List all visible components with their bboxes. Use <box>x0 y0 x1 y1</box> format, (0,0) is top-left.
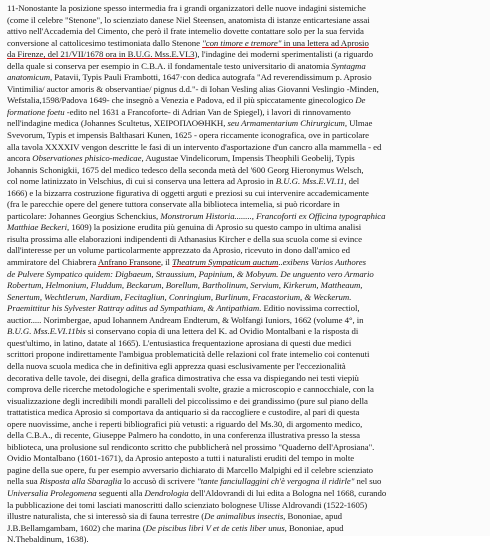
text-line <box>7 165 482 177</box>
text-segment: , Bononiae, apud <box>283 511 343 522</box>
text-segment: Francoforti ex Officina typographica <box>256 210 386 221</box>
text-line <box>7 61 482 73</box>
text-line <box>7 476 482 488</box>
text-segment: N.Thebaldinum, 1638). <box>7 534 89 545</box>
text-segment: formatione foetu <box>7 106 65 117</box>
text-line <box>7 26 482 38</box>
text-segment: Anfrano Fransone <box>97 257 161 268</box>
text-segment: seu Armamentarium Chirurgicum <box>227 118 345 129</box>
text-segment: , Augustae Vindelicorum, Impensis Theophili Geobelij, Typis <box>141 153 355 164</box>
text-line <box>7 49 482 61</box>
text-segment: attivo nell'Accademia del Cimento, che però il frate intemelio dovette contattare solo per la sua fervida <box>7 26 364 37</box>
text-segment: pagine della sue opere, fu per esempio avversario dichiarato di Marcello Malpighi ed il celebre scienziato <box>7 464 373 475</box>
text-line <box>7 153 482 165</box>
text-segment: nell'indagine medica (Johannes Scultetus, ΧΕΙΡΟΠΛΟΘΗΚΗ, <box>7 118 228 129</box>
text-segment: , Patavii, Typis Pauli Frambotti, 1647·con dedica autografa "Ad reverendissimum p. Aprosio <box>50 72 372 83</box>
text-line <box>7 384 482 396</box>
text-segment: Syntagma <box>331 60 366 71</box>
text-segment: nella sua <box>7 476 40 487</box>
text-segment: auctior..... Norimbergae, apud Iohannem Andream Endterum, & Wolfangi Iuniors, 1662 (volume 4°, in <box>7 314 364 325</box>
text-line <box>7 15 482 27</box>
text-line <box>7 95 482 107</box>
text-segment: Robertum, Helmonium, Fluddum, Beckarum, Borellum, Bartholinum, Servium, Kirkerum, Mattheaum, <box>7 280 363 291</box>
text-line <box>7 326 482 338</box>
text-segment: Svevorum, Typis et impensis Balthasari Kunen, 1625 - opera riccamente iconografica, ove in particolare <box>7 130 370 141</box>
text-segment: Matthiae Beckeri <box>7 222 68 233</box>
text-segment: opere nuovissime, anche i reperti bibliografici più vetusti: a riguardo del Ms.30, di argomento medico, <box>7 418 363 429</box>
text-segment: lo accusò di scrivere <box>121 476 197 487</box>
text-segment: particolare: Johannes Georgius Schenckius, <box>7 210 161 221</box>
text-segment: (come il celebre "Stenone", lo scienziato danese Niel Steensen, anatomista di istanze enticartesiane assai <box>7 14 370 25</box>
text-line <box>7 84 482 96</box>
text-segment: Observationes phisico-medicae <box>32 153 142 164</box>
text-segment: B.U.G. Mss.E.VI.11 <box>275 176 345 187</box>
text-segment: conversione al cattolicesimo testimoniata dallo Stenone <box>7 37 203 48</box>
text-line <box>7 269 482 281</box>
text-line <box>7 211 482 223</box>
text-segment: "tante fanciullaggini ch'è vergogna il ridirle" <box>197 476 355 487</box>
text-segment: trattatistica medica Aprosio si comportava da antiquario sì da raccogliere e custodire, al pari di questa <box>7 407 360 418</box>
text-segment: "con timore e tremore" <box>202 37 282 48</box>
text-line <box>7 407 482 419</box>
text-segment: Wefstalia,1598/Padova 1649- che insegnò a Venezia e Padova, ed il più spiccatamente ginecologico <box>7 95 356 106</box>
text-line <box>7 396 482 408</box>
text-segment: , Ulmae <box>344 118 373 129</box>
text-line <box>7 419 482 431</box>
document-body-text <box>7 3 482 546</box>
text-line <box>7 130 482 142</box>
text-line <box>7 199 482 211</box>
text-line <box>7 280 482 292</box>
text-segment: in una lettera ad Aprosio <box>281 37 369 48</box>
text-line <box>7 373 482 385</box>
text-segment: De <box>355 95 366 106</box>
text-segment: .. <box>278 257 283 268</box>
text-line <box>7 338 482 350</box>
text-segment: dall'interesse per un volume particolarmente apprezzato da Aprosio, ricevuto in dono dall'amico ed <box>7 245 350 256</box>
text-line <box>7 292 482 304</box>
text-line <box>7 303 482 315</box>
text-line <box>7 500 482 512</box>
text-segment: De piscibus libri V et de cetis liber unus <box>145 522 285 533</box>
text-segment: ), l'indagine dei moderni sperimentalisti (a riguardo <box>194 49 373 60</box>
text-segment: del 21/VII/1678 ora in B.U.G. Mss.E.VI.3 <box>45 49 195 60</box>
text-line <box>7 349 482 361</box>
text-segment: Universalia Prolegomena <box>7 487 97 498</box>
text-segment: Monstrorum Historia........ <box>160 210 252 221</box>
text-segment: nel suo <box>354 476 382 487</box>
text-segment: , Bononiae, apud <box>284 522 344 533</box>
text-segment: Ovidio Montalbano (1601-1671), da Aprosio anteposto a tutti i naturalisti eruditi del tempo in molte <box>7 453 355 464</box>
text-segment: (fra le parecchie opere del genere tuttora conservate alla biblioteca intemelia, si può ricordare in <box>7 199 340 210</box>
text-line <box>7 38 482 50</box>
text-segment: . Editio novissima correctiol, <box>259 303 360 314</box>
text-segment: Theatrum Sympaticum auctum <box>172 257 279 268</box>
text-line <box>7 3 482 15</box>
text-segment: Risposta alla Sbaraglia <box>39 476 122 487</box>
text-line <box>7 245 482 257</box>
text-segment: illustre naturalista, che si interessò sia di fauna terrestre ( <box>7 511 205 522</box>
text-segment: quest'ultimo, in latino, datate al 1665). L'entusiastica frequentazione aprosiana di questi due medici <box>7 337 352 348</box>
text-line <box>7 72 482 84</box>
text-segment: 11-Nonostante la posizione spesso intermedia fra i grandi organizzatori delle nuove indagini sistemiche <box>7 3 366 13</box>
text-line <box>7 442 482 454</box>
text-segment: la pubblicazione dei tomi lasciati manoscritti dallo scienziato bolognese Ulisse Aldrovandi (1522-1605) <box>7 499 368 510</box>
text-segment: , il <box>160 257 173 268</box>
text-segment: della C.B.A., di recente, Giuseppe Palmero ha condotto, in una conferenza illustrativa presso la stessa <box>7 430 360 441</box>
text-segment: visualizzazione degli incredibili mondi paralleli del piccolissimo e dei grandissimo (pure sul piano della <box>7 395 368 406</box>
text-segment: , del <box>344 176 360 187</box>
text-segment: da Firenze, <box>7 49 46 60</box>
text-segment: seguenti alla <box>96 487 145 498</box>
text-line <box>7 453 482 465</box>
text-line <box>7 488 482 500</box>
text-segment: col nome latinizzato in Velschius, di cui si conserva una lettera ad Aprosio in <box>7 176 276 187</box>
text-segment: alla tavola XXXXIV vengon descritte le fasi di un intervento d'asportazione d'un cancro alla mammella - ed <box>7 141 382 152</box>
text-segment: B.U.G. Mss.E.VI.11bis <box>7 326 86 337</box>
text-line <box>7 430 482 442</box>
text-segment: Praemittitur his Sylvester Rattray aditus ad Sympathiam, & Antipathiam <box>7 303 260 314</box>
text-line <box>7 118 482 130</box>
text-line <box>7 222 482 234</box>
text-segment: Dendrologia <box>144 487 189 498</box>
text-segment: 1666) e la bizzarra costruzione figurativa di oggetti arguti e preziosi su cui intervenire accademicamente <box>7 187 369 198</box>
text-line <box>7 511 482 523</box>
text-segment: , 1609) la posizione erudita più genuina di Aprosio su questo campo in ultima analisi <box>67 222 362 233</box>
text-line <box>7 315 482 327</box>
text-segment: Johannis Schonigkii, 1675 del medico tedesco della seconda metà del '600 Georg Hieronymus Welsch, <box>7 164 364 175</box>
text-segment: della nuova scuola medica che in definitiva egli apprezza quasi esclusivamente per l'eccezionalità <box>7 360 346 371</box>
text-segment: , <box>251 210 257 221</box>
text-segment: scrittori propone indirettamente l'ambigua problematicità delle relazioni col frate intemelio coi contenuti <box>7 349 370 360</box>
text-segment: della quale si conserva per esempio in C.B.A. il fondamentale testo universitario di anatomia <box>7 60 332 71</box>
text-segment: biblioteca, una prolusione sul rendiconto scritto che pubblicherà nel prossimo "Quaderno dell'Aprosiana". <box>7 441 375 452</box>
text-segment: ammiratore del Chiabrera <box>7 257 98 268</box>
text-segment: de Pulvere Sympatico quidem: Digbaeum, Straussium, Papinium, & Mobyum. De unguento vero Armario <box>7 268 374 279</box>
text-line <box>7 176 482 188</box>
text-segment: Vintimilia/ auctor amoris & observantiae/ pignus d.d."- di Iohan Vesling alias Giovanni Veslingio -Minden, <box>7 83 379 94</box>
text-line <box>7 465 482 477</box>
text-segment: Senertum, Wechtlerum, Nardium, Fecitagliun, Conringium, Burlinum, Fracastorium, & Weckerum. <box>7 291 352 302</box>
text-line <box>7 257 482 269</box>
text-segment: ancora <box>7 153 33 164</box>
text-segment: risulta prossima alle elaborazioni indipendenti di Athanasius Kircher e della sua scuola come si evince <box>7 233 362 244</box>
text-segment: -edito nel 1631 a Francoforte- di Adrian Van de Spiegel), i lavori di rinnovamento <box>64 106 351 117</box>
text-segment: anatomicum <box>7 72 50 83</box>
text-line <box>7 234 482 246</box>
text-segment: De animalibus insectis <box>204 511 284 522</box>
text-segment: decorativa delle tavole, dei disegni, della grafica dimostrativa che essa va dispiegando nei testi viepiù <box>7 372 359 383</box>
text-line <box>7 361 482 373</box>
text-segment: exibens Varios Authores <box>282 257 366 268</box>
text-line <box>7 523 482 535</box>
text-segment: comprova delle ricerche metodologiche e sperimentali svolte, grazie a microscopio e cannocchiale, con la <box>7 384 374 395</box>
text-line <box>7 107 482 119</box>
text-line <box>7 142 482 154</box>
text-segment: dell'Aldovrandi di lui edita a Bologna nel 1668, curando <box>188 487 387 498</box>
text-segment: J.B.Bellamgambam, 1602) che marina ( <box>7 522 146 533</box>
text-segment: si conservano copia di una lettera del K. ad Ovidio Montalbani e la risposta di <box>85 326 359 337</box>
text-line <box>7 188 482 200</box>
